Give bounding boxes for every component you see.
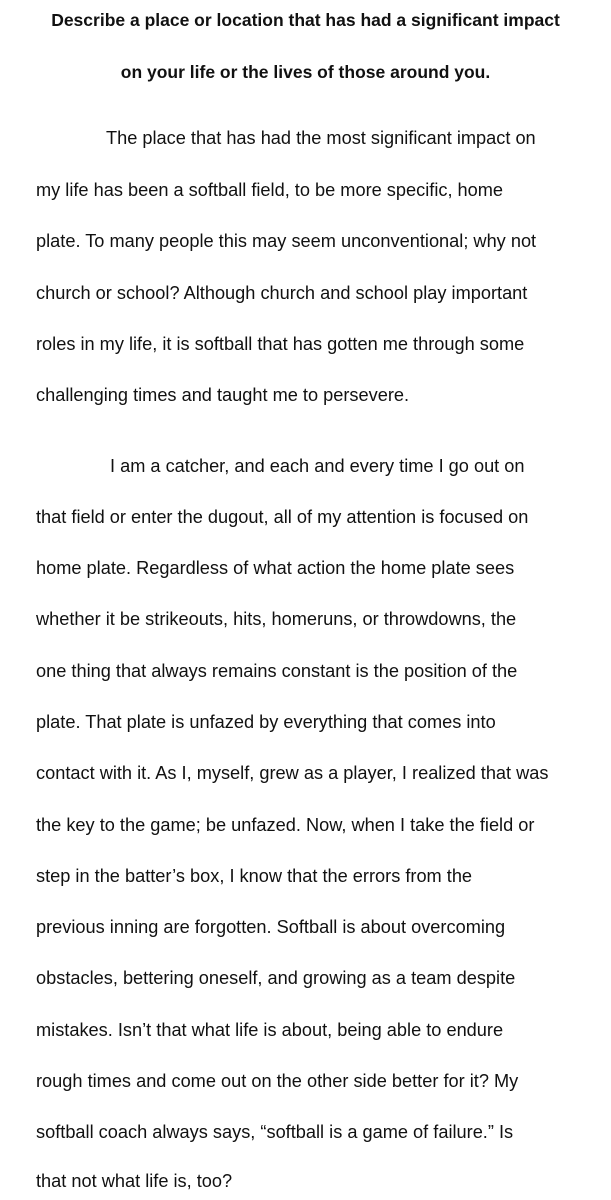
title-line: on your life or the lives of those around you. [120, 62, 491, 82]
text-line: that not what life is, too? [36, 1171, 233, 1191]
text-line: roles in my life, it is softball that has gotten me through some [36, 334, 525, 354]
text-line: one thing that always remains constant is the position of the [36, 661, 518, 681]
text-line: contact with it. As I, myself, grew as a player, I realized that was [36, 763, 549, 783]
text-line: that field or enter the dugout, all of my attention is focused on [36, 507, 529, 527]
text-line: plate. That plate is unfazed by everything that comes into [36, 712, 496, 732]
title-line: Describe a place or location that has had a significant impact [51, 10, 560, 30]
text-line: previous inning are forgotten. Softball is about overcoming [36, 917, 506, 937]
text-line: step in the batter’s box, I know that the errors from the [36, 866, 473, 886]
text-line: mistakes. Isn’t that what life is about, being able to endure [36, 1020, 504, 1040]
text-line: rough times and come out on the other side better for it? My [36, 1071, 519, 1091]
text-line: I am a catcher, and each and every time I go out on [110, 456, 525, 476]
text-line: whether it be strikeouts, hits, homeruns, or throwdowns, the [36, 609, 517, 629]
text-line: the key to the game; be unfazed. Now, when I take the field or [36, 815, 535, 835]
text-line: The place that has had the most significant impact on [106, 128, 536, 148]
text-line: church or school? Although church and school play important [36, 283, 528, 303]
text-line: obstacles, bettering oneself, and growing as a team despite [36, 968, 516, 988]
text-line: challenging times and taught me to persevere. [36, 385, 410, 405]
text-line: plate. To many people this may seem unconventional; why not [36, 231, 537, 251]
text-line: my life has been a softball field, to be more specific, home [36, 180, 504, 200]
text-line: softball coach always says, “softball is a game of failure.” Is [36, 1122, 514, 1142]
text-line: home plate. Regardless of what action the home plate sees [36, 558, 515, 578]
